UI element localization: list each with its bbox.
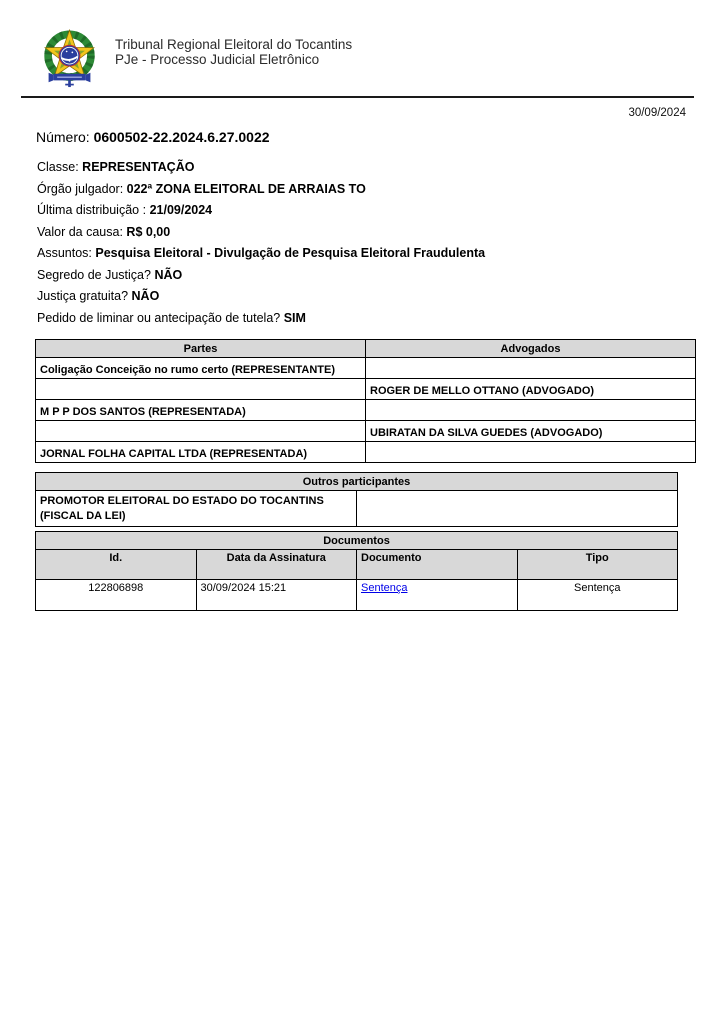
outros-participantes-table <box>35 472 678 527</box>
field-pedido-liminar <box>37 308 713 330</box>
table-row <box>36 580 678 611</box>
field-value: NÃO <box>154 267 183 282</box>
documentos-table <box>35 531 678 611</box>
case-number-label: Número: <box>36 129 90 145</box>
field-justica-gratuita <box>37 286 713 308</box>
org-title-block <box>115 37 352 67</box>
advogado-cell <box>366 358 696 379</box>
parte-cell <box>36 379 366 400</box>
field-ultima-distribuicao <box>37 200 713 222</box>
documento-tipo-cell: Sentença <box>517 580 678 611</box>
advogado-cell: ROGER DE MELLO OTTANO (ADVOGADO) <box>366 379 696 400</box>
table-row <box>36 491 678 527</box>
documento-link-cell <box>357 580 518 611</box>
partes-header-row <box>36 340 696 358</box>
documento-data-cell: 30/09/2024 15:21 <box>196 580 357 611</box>
parte-cell <box>36 421 366 442</box>
partes-column-header: Partes <box>36 340 366 358</box>
case-fields <box>37 157 713 329</box>
parte-cell: Coligação Conceição no rumo certo (REPRESENTANTE) <box>36 358 366 379</box>
field-value: SIM <box>283 310 306 325</box>
field-label: Classe: <box>37 160 79 174</box>
documentos-column-header-row <box>36 550 678 580</box>
documentos-title-row <box>36 532 678 550</box>
org-title-line1: Tribunal Regional Eleitoral do Tocantins <box>115 37 353 52</box>
table-row <box>36 358 696 379</box>
outros-header-row <box>36 473 678 491</box>
field-value: 022ª ZONA ELEITORAL DE ARRAIAS TO <box>126 181 366 196</box>
field-label: Última distribuição : <box>37 203 147 217</box>
case-number-value: 0600502-22.2024.6.27.0022 <box>93 129 270 145</box>
page-header <box>0 0 713 91</box>
table-row <box>36 421 696 442</box>
field-assuntos <box>37 243 713 265</box>
tipo-column-header: Tipo <box>517 550 678 580</box>
field-label: Justiça gratuita? <box>37 289 129 303</box>
parte-cell: JORNAL FOLHA CAPITAL LTDA (REPRESENTADA) <box>36 442 366 463</box>
field-value: NÃO <box>131 289 160 303</box>
documento-link[interactable]: Sentença <box>361 582 408 594</box>
documento-column-header: Documento <box>357 550 518 580</box>
documento-id-cell: 122806898 <box>36 580 197 611</box>
field-value: 21/09/2024 <box>149 203 213 217</box>
data-assinatura-column-header: Data da Assinatura <box>196 550 357 580</box>
case-number-line <box>36 129 713 145</box>
advogados-column-header: Advogados <box>366 340 696 358</box>
brazil-coat-of-arms-icon <box>41 28 98 91</box>
advogado-cell <box>366 400 696 421</box>
field-value: R$ 0,00 <box>126 224 171 239</box>
field-label: Segredo de Justiça? <box>37 267 151 282</box>
field-valor-da-causa <box>37 222 713 244</box>
outros-participantes-title: Outros participantes <box>36 473 678 491</box>
table-row <box>36 400 696 421</box>
page-date: 30/09/2024 <box>628 107 686 119</box>
field-orgao-julgador <box>37 179 713 201</box>
field-segredo-justica <box>37 265 713 287</box>
field-value: Pesquisa Eleitoral - Divulgação de Pesquisa Eleitoral Fraudulenta <box>95 246 486 260</box>
table-row <box>36 442 696 463</box>
id-column-header: Id. <box>36 550 197 580</box>
partes-table <box>35 339 696 463</box>
advogado-cell: UBIRATAN DA SILVA GUEDES (ADVOGADO) <box>366 421 696 442</box>
field-classe <box>37 157 713 179</box>
org-title-line2: PJe - Processo Judicial Eletrônico <box>115 52 320 67</box>
documentos-title: Documentos <box>36 532 678 550</box>
field-label: Valor da causa: <box>37 224 123 239</box>
field-label: Pedido de liminar ou antecipação de tutela? <box>37 310 281 325</box>
advogado-cell <box>366 442 696 463</box>
field-label: Órgão julgador: <box>37 181 124 196</box>
field-label: Assuntos: <box>37 246 92 260</box>
parte-cell: M P P DOS SANTOS (REPRESENTADA) <box>36 400 366 421</box>
participante-extra-cell <box>357 491 678 527</box>
field-value: REPRESENTAÇÃO <box>82 160 195 174</box>
table-row <box>36 379 696 400</box>
participante-cell: PROMOTOR ELEITORAL DO ESTADO DO TOCANTINS (FISCAL DA LEI) <box>36 491 357 527</box>
header-divider <box>21 96 694 98</box>
